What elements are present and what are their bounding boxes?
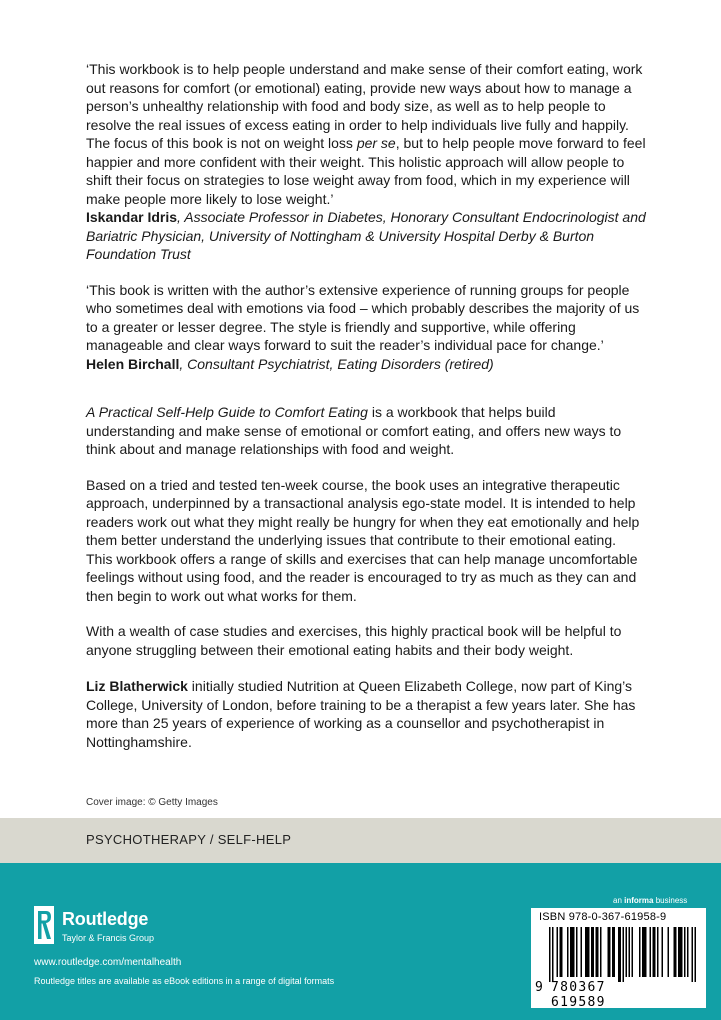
barcode-bar xyxy=(674,927,676,977)
barcode-bar xyxy=(645,927,647,977)
barcode-bar xyxy=(570,927,572,977)
barcode-bar xyxy=(561,927,563,977)
barcode-bar xyxy=(600,927,602,977)
barcode-bar xyxy=(557,927,559,977)
endorser-name-2: Helen Birchall xyxy=(86,355,180,372)
quote-1-text-after: , but to help people move forward to feel happier and more confident with their weight. This holistic approach will allow people to shift their focus on strategies to lose weight away from food, which in my experience will make people more likely to lose weight.’ xyxy=(86,135,646,207)
endorser-role-2: , Consultant Psychiatrist, Eating Disorders (retired) xyxy=(179,355,494,372)
ean-first-digit: 9 xyxy=(535,980,545,995)
barcode-bar xyxy=(618,927,620,982)
barcode-bar xyxy=(680,927,682,977)
description-paragraph-2: Based on a tried and tested ten-week course, the book uses an integrative therapeutic approach, underpinned by a transactional analysis ego-state model. It is intended to help readers work out what they might really be hungry for when they eat emotionally and help them better understand the underlying issues that contribute to their emotional eating. This workbook offers a range of skills and exercises that can help manage uncomfortable feelings without using food, and the reader is encouraged to try as much as they can and then begin to work out what works for them. xyxy=(86,476,640,604)
barcode-bar xyxy=(581,927,583,977)
publisher-name: Routledge xyxy=(62,909,149,929)
routledge-logo-icon xyxy=(34,906,54,944)
quote-1-text: ‘This workbook is to help people understand and make sense of their comfort eating, work out reasons for comfort (or emotional) eating, provide new ways about how to manage a person’s unhealthy relationship with food and body size, as well as to help people to resolve the real issues of excess eating in order to help individuals live fully and happily. The focus of this book is not on weight loss xyxy=(86,61,643,151)
barcode-bar xyxy=(684,927,686,977)
informa-prefix: an xyxy=(613,896,625,905)
author-name: Liz Blatherwick xyxy=(86,678,188,694)
publisher-footer xyxy=(0,863,721,1020)
informa-business-label xyxy=(613,896,687,905)
endorsement-attribution-1 xyxy=(86,208,646,264)
barcode-box xyxy=(531,908,706,1008)
barcode-bar xyxy=(653,927,655,977)
category-label: PSYCHOTHERAPY / SELF-HELP xyxy=(86,832,292,847)
barcode-bar xyxy=(639,927,641,977)
barcode-bar xyxy=(597,927,599,977)
category-bar xyxy=(0,818,721,863)
barcode-bar xyxy=(675,927,677,977)
endorsement-quote-1 xyxy=(86,60,646,208)
barcode-bar xyxy=(657,927,659,977)
cover-credit: Cover image: © Getty Images xyxy=(86,797,218,808)
barcode-bar xyxy=(642,927,644,977)
barcode-bar xyxy=(585,927,587,977)
barcode-bar xyxy=(629,927,631,977)
barcode-bar xyxy=(549,927,551,982)
barcode-bar xyxy=(644,927,646,977)
author-bio-text: initially studied Nutrition at Queen Elizabeth College, now part of King’s College, University of London, before training to be a therapist a few years later. She has more than 25 years of experience of working as a counsellor and psychotherapist in Nottinghamshire. xyxy=(86,678,636,750)
barcode-bar xyxy=(668,927,670,977)
description-intro xyxy=(86,403,646,459)
quote-1-italic: per se xyxy=(356,135,396,151)
barcode-bar xyxy=(626,927,628,977)
barcode-bar xyxy=(681,927,683,977)
publisher-url[interactable]: www.routledge.com/mentalhealth xyxy=(34,957,182,968)
barcode-bar xyxy=(587,927,589,977)
informa-word: informa xyxy=(624,896,654,905)
barcode-bar xyxy=(588,927,590,977)
barcode-bar xyxy=(609,927,611,977)
endorser-role-1: , Associate Professor in Diabetes, Honorary Consultant Endocrinologist and Bariatric Physician, University of Nottingham & University Hospital Derby & Burton Foundation Trust xyxy=(86,209,646,262)
barcode-bar xyxy=(560,927,562,977)
description-intro-text: is a workbook that helps build understanding and make sense of emotional or comfort eating, and offers new ways to think about and manage relationships with food and weight. xyxy=(86,404,622,457)
ebook-note: Routledge titles are available as eBook editions in a range of digital formats xyxy=(34,976,335,986)
barcode-bar xyxy=(552,927,554,982)
informa-suffix: business xyxy=(653,896,688,905)
barcode-bar xyxy=(623,927,625,982)
barcode-bar xyxy=(654,927,656,977)
barcode-bar xyxy=(614,927,616,977)
back-cover-text xyxy=(86,60,646,768)
barcode-bar xyxy=(593,927,595,977)
endorser-name-1: Iskandar Idris xyxy=(86,209,178,225)
barcode-bar xyxy=(695,927,697,982)
barcode-bar xyxy=(596,927,598,977)
author-bio xyxy=(86,677,646,751)
barcode-bar xyxy=(573,927,575,977)
endorsement-quote-2 xyxy=(86,281,646,355)
barcode-icon xyxy=(537,927,701,983)
description-paragraph-3: With a wealth of case studies and exercises, this highly practical book will be helpful to anyone struggling between their emotional eating habits and their body weight. xyxy=(86,623,622,658)
barcode-bar xyxy=(692,927,694,982)
barcode-bar xyxy=(687,927,689,977)
barcode-bar xyxy=(678,927,680,977)
barcode-bar xyxy=(572,927,574,977)
ean-remaining-digits: 780367 619589 xyxy=(551,980,606,1010)
barcode-bar xyxy=(567,927,569,977)
barcode-bar xyxy=(662,927,664,977)
barcode-bar xyxy=(632,927,634,977)
barcode-bar xyxy=(650,927,652,977)
barcode-bar xyxy=(576,927,578,977)
barcode-bar xyxy=(620,927,622,982)
quote-2-text: ‘This book is written with the author’s extensive experience of running groups for people who sometimes deal with emotions via food – which probably describes the majority of us to a greater or lesser degree. The style is friendly and supportive, while offering manageable and clear ways forward to suit the reader’s individual pace for change.’ xyxy=(86,281,640,353)
endorsement-attribution-2 xyxy=(86,355,646,374)
publisher-subtitle: Taylor & Francis Group xyxy=(62,933,155,943)
barcode-bar xyxy=(608,927,610,977)
barcode-bar xyxy=(612,927,614,977)
book-title-italic: A Practical Self-Help Guide to Comfort Eating xyxy=(86,404,368,420)
barcode-bar xyxy=(591,927,593,977)
isbn-label: ISBN 978-0-367-61958-9 xyxy=(539,911,667,923)
